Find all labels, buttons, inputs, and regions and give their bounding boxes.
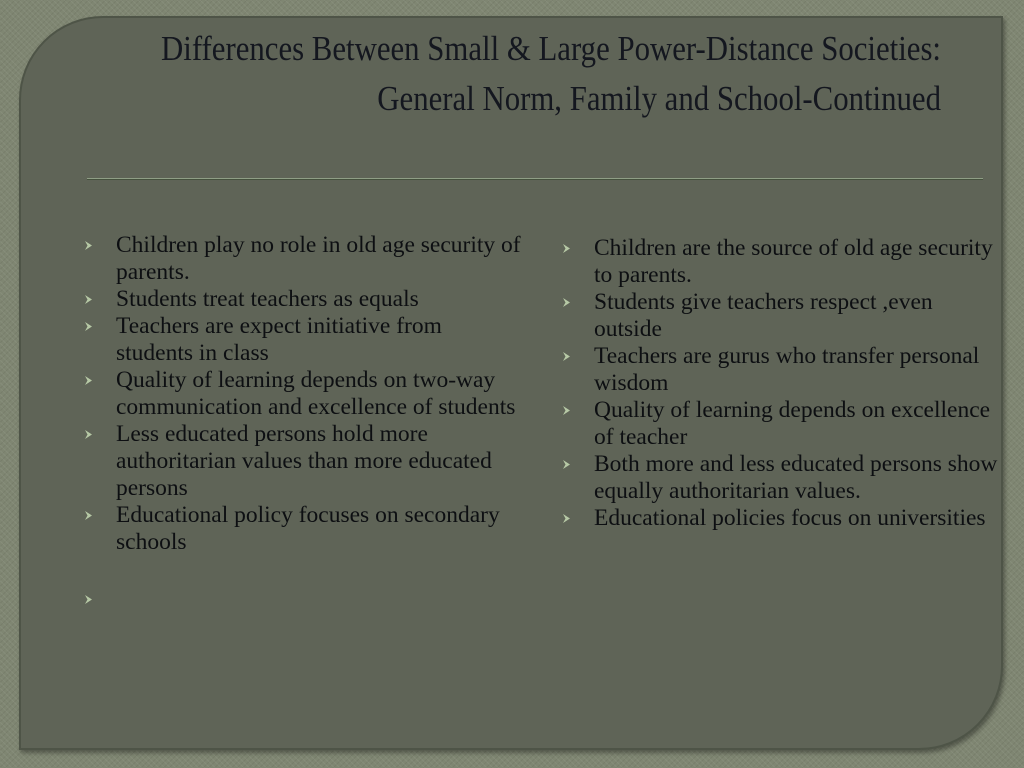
bullet-text: Children play no role in old age security of parents. xyxy=(116,232,521,285)
list-item xyxy=(83,367,523,421)
list-item xyxy=(83,286,523,313)
chevron-arrow-icon xyxy=(561,513,572,524)
empty-list-item xyxy=(83,586,523,613)
chevron-arrow-icon xyxy=(83,294,94,305)
chevron-arrow-icon xyxy=(83,510,94,521)
slide-panel xyxy=(19,16,1003,750)
bullet-text: Teachers are gurus who transfer personal wisdom xyxy=(594,343,980,396)
chevron-arrow-icon xyxy=(83,375,94,386)
chevron-arrow-icon xyxy=(561,405,572,416)
bullet-text: Both more and less educated persons show equally authoritarian values. xyxy=(594,451,998,504)
bullet-text: Educational policies focus on universities xyxy=(594,505,986,531)
list-item xyxy=(561,505,1001,532)
list-item xyxy=(83,313,523,367)
bullet-text: Children are the source of old age security to parents. xyxy=(594,235,993,288)
bullet-text: Students treat teachers as equals xyxy=(116,286,419,312)
chevron-arrow-icon xyxy=(83,240,94,251)
list-item xyxy=(561,289,1001,343)
bullet-text: Educational policy focuses on secondary schools xyxy=(116,502,500,555)
slide-title: Differences Between Small & Large Power-Distance Societies: General Norm, Family and School-Continued xyxy=(161,29,942,118)
list-item xyxy=(561,451,1001,505)
chevron-arrow-icon xyxy=(561,459,572,470)
list-item xyxy=(83,232,523,286)
list-item xyxy=(561,235,1001,289)
list-item xyxy=(561,397,1001,451)
title-divider xyxy=(87,178,983,180)
chevron-arrow-icon xyxy=(561,297,572,308)
right-bullet-list xyxy=(561,235,1001,532)
bullet-text: Quality of learning depends on excellence of teacher xyxy=(594,397,991,450)
list-item xyxy=(83,502,523,556)
list-item xyxy=(561,343,1001,397)
bullet-text: Teachers are expect initiative from students in class xyxy=(116,313,442,366)
chevron-arrow-icon xyxy=(561,243,572,254)
chevron-arrow-icon xyxy=(83,321,94,332)
left-bullet-list xyxy=(83,232,523,613)
list-item xyxy=(83,421,523,502)
bullet-text: Quality of learning depends on two-way communication and excellence of students xyxy=(116,367,516,420)
chevron-arrow-icon xyxy=(561,351,572,362)
chevron-arrow-icon xyxy=(83,594,94,605)
chevron-arrow-icon xyxy=(83,429,94,440)
bullet-text: Less educated persons hold more authoritarian values than more educated persons xyxy=(116,421,492,501)
bullet-text: Students give teachers respect ,even outside xyxy=(594,289,933,342)
